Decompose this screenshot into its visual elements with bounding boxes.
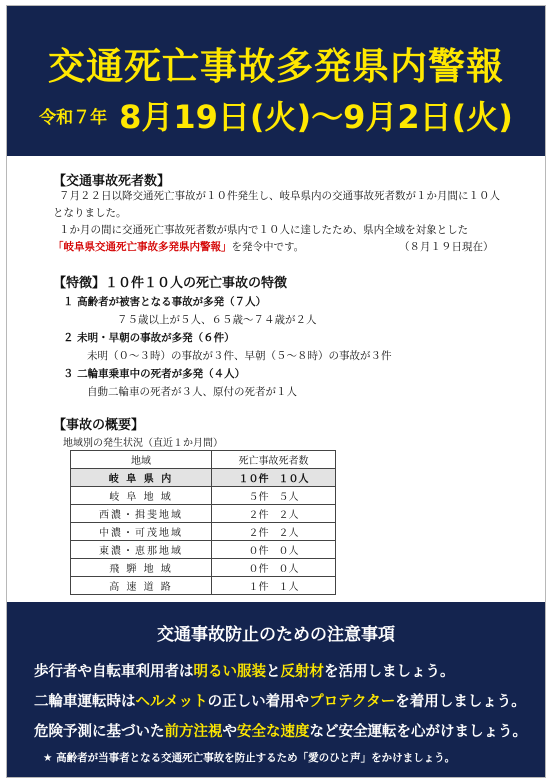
deaths-text-3: １か月の間に交通死亡事故死者数が県内で１０人に達したため、県内全域を対象とした	[59, 224, 469, 236]
safety-line-1	[34, 660, 455, 681]
line-text: や	[222, 724, 237, 740]
count-cell: ０件 ０人	[212, 559, 336, 577]
safety-footer	[7, 602, 545, 777]
region-cell: 中濃・可茂地域	[71, 523, 212, 541]
warning-name: 「岐阜県交通死亡事故多発県内警報」	[53, 241, 232, 253]
safety-line-3	[34, 720, 527, 741]
line-text: の正しい着用や	[207, 694, 310, 710]
as-of-date: （８月１９日現在）	[399, 241, 494, 253]
highlight-text: 安全な速度	[237, 724, 310, 740]
region-cell: 岐 阜 県 内	[71, 469, 212, 487]
count-cell: ２件 ２人	[212, 523, 336, 541]
count-cell: １０件 １０人	[212, 469, 336, 487]
table-row	[71, 469, 336, 487]
region-cell: 西濃・揖斐地域	[71, 505, 212, 523]
features-heading: 【特徴】１０件１０人の死亡事故の特徴	[53, 276, 288, 291]
era-label: 令和７年	[39, 108, 108, 128]
table-header: 地域	[71, 451, 212, 469]
safety-line-2	[34, 690, 526, 711]
region-cell: 飛 騨 地 域	[71, 559, 212, 577]
table-row	[71, 541, 336, 559]
header-banner	[7, 6, 545, 156]
region-table	[70, 450, 336, 595]
highlight-text: ヘルメット	[135, 694, 208, 710]
feature-2-title: ２ 未明・早朝の事故が多発（６件）	[63, 332, 235, 344]
count-cell: ２件 ２人	[212, 505, 336, 523]
highlight-text: 反射材	[280, 664, 324, 680]
count-cell: ０件 ０人	[212, 541, 336, 559]
summary-caption: 地域別の発生状況（直近１か月間）	[63, 438, 223, 449]
feature-2-detail: 未明（０～３時）の事故が３件、早朝（５～８時）の事故が３件	[87, 350, 392, 362]
line-text: 危険予測に基づいた	[34, 724, 165, 740]
line-text: 二輪車運転時は	[34, 694, 136, 710]
feature-1-title: １ 高齢者が被害となる事故が多発（７人）	[63, 296, 267, 308]
table-row	[71, 523, 336, 541]
table-header: 死亡事故死者数	[212, 451, 336, 469]
feature-3-detail: 自動二輪車の死者が３人、原付の死者が１人	[87, 386, 297, 398]
table-row	[71, 487, 336, 505]
deaths-heading: 【交通事故死者数】	[53, 174, 171, 189]
deaths-text-2: となりました。	[53, 207, 127, 219]
elderly-note: ★ 高齢者が当事者となる交通死亡事故を防止するため「愛のひと声」をかけましょう。	[43, 752, 456, 764]
deaths-text-1: ７月２２日以降交通死亡事故が１０件発生し、岐阜県内の交通事故死者数が１か月間に１０人	[59, 190, 500, 202]
table-header-row	[71, 451, 336, 469]
warning-suffix: を発令中です。	[231, 241, 305, 253]
count-cell: ５件 ５人	[212, 487, 336, 505]
feature-3-title: ３ 二輪車乗車中の死者が多発（４人）	[63, 368, 246, 380]
line-text: を活用しましょう。	[324, 664, 455, 680]
line-text: 歩行者や自転車利用者は	[34, 664, 194, 680]
count-cell: １件 １人	[212, 577, 336, 595]
warning-period	[7, 92, 545, 138]
date-range: 8月19日(火)～9月2日(火)	[119, 98, 513, 136]
line-text: を着用しましょう。	[395, 694, 526, 710]
highlight-text: 明るい服装	[193, 664, 266, 680]
highlight-text: プロテクター	[309, 694, 396, 710]
region-cell: 岐 阜 地 域	[71, 487, 212, 505]
footer-title: 交通事故防止のための注意事項	[157, 625, 395, 645]
highlight-text: 前方注視	[164, 724, 223, 740]
line-text: など安全運転を心がけましょう。	[309, 724, 527, 740]
region-cell: 東濃・恵那地域	[71, 541, 212, 559]
summary-heading: 【事故の概要】	[53, 418, 145, 433]
notice-title: 交通死亡事故多発県内警報	[48, 45, 504, 88]
notice-page	[6, 5, 546, 778]
table-row	[71, 505, 336, 523]
table-row	[71, 559, 336, 577]
region-cell: 高 速 道 路	[71, 577, 212, 595]
line-text: と	[266, 664, 281, 680]
feature-1-detail: ７５歳以上が５人、６５歳～７４歳が２人	[117, 314, 317, 326]
table-row	[71, 577, 336, 595]
deaths-text-4	[53, 239, 304, 254]
